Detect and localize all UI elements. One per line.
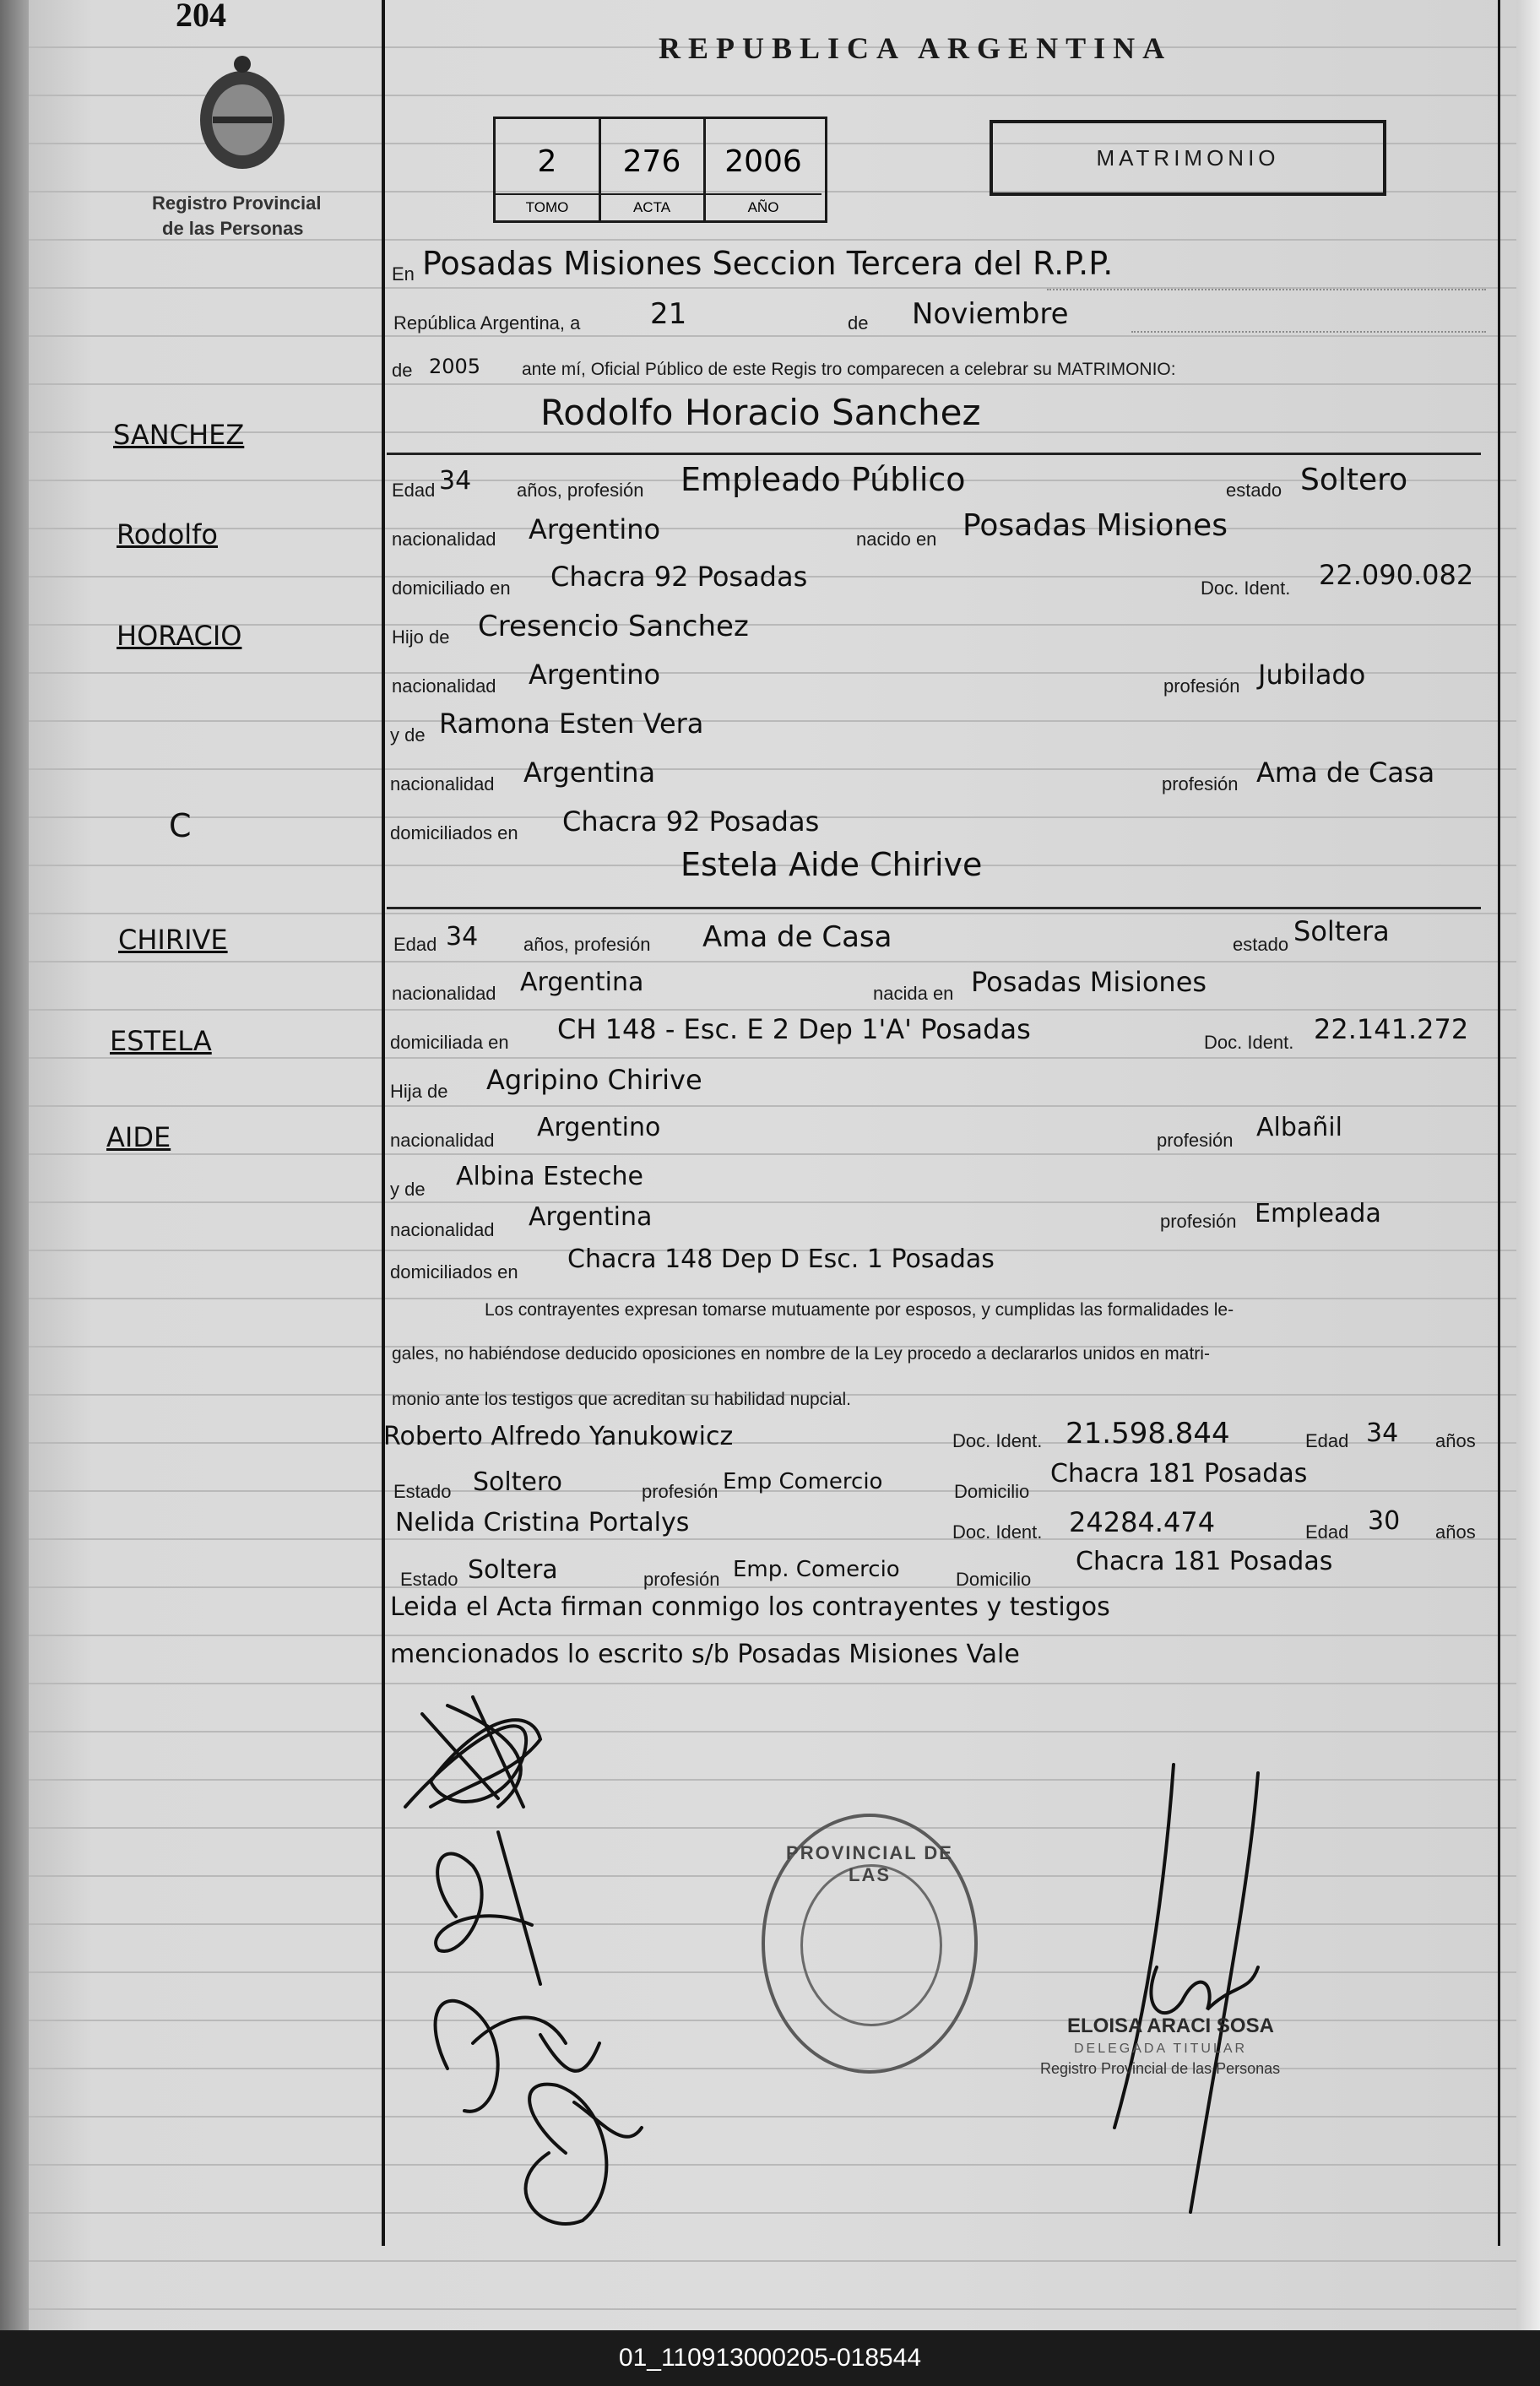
groom-padre-prof: Jubilado — [1258, 659, 1366, 691]
ano-label: AÑO — [705, 193, 822, 220]
fill-line — [1131, 329, 1486, 333]
witness1-name: Roberto Alfredo Yanukowicz — [383, 1422, 734, 1451]
groom-edad: 34 — [439, 466, 472, 496]
binding-edge — [0, 0, 29, 2330]
witness2-doc-label: Doc. Ident. — [952, 1521, 1043, 1543]
bride-y-de-label: y de — [390, 1179, 426, 1200]
groom-padre: Cresencio Sanchez — [478, 610, 749, 643]
margin-note: ESTELA — [110, 1025, 212, 1057]
witness2-prof-label: profesión — [643, 1569, 720, 1590]
intro-year: 2005 — [429, 355, 481, 378]
witness2-edad-label: Edad — [1305, 1521, 1349, 1543]
margin-note: AIDE — [106, 1121, 171, 1153]
witness1-doc-label: Doc. Ident. — [952, 1430, 1043, 1451]
tomo-cell — [496, 119, 601, 220]
page-right-edge — [1516, 0, 1540, 2330]
groom-madre: Ramona Esten Vera — [439, 708, 704, 740]
witness2-estado: Soltera — [468, 1555, 558, 1585]
groom-y-de-label: y de — [390, 724, 426, 746]
tomo-value: 2 — [537, 144, 557, 179]
fill-line — [1047, 287, 1486, 290]
bride-estado: Soltera — [1293, 915, 1390, 947]
margin-note: C — [169, 807, 192, 844]
registry-name-line2: de las Personas — [162, 218, 304, 239]
margin-note: Rodolfo — [117, 518, 218, 550]
bride-dom-label: domiciliada en — [390, 1032, 509, 1053]
intro-month: Noviembre — [912, 297, 1069, 331]
witness1-profesion: Emp Comercio — [723, 1469, 883, 1494]
acta-label: ACTA — [600, 193, 703, 220]
act-number-box — [493, 117, 827, 223]
registry-name-line1: Registro Provincial — [152, 193, 322, 214]
bride-madre: Albina Esteche — [456, 1162, 643, 1191]
witness1-prof-label: profesión — [642, 1481, 718, 1502]
bride-name: Estela Aide Chirive — [681, 846, 983, 883]
bride-hija-label: Hija de — [390, 1081, 448, 1102]
witness2-name: Nelida Cristina Portalys — [395, 1508, 690, 1537]
bride-padre-prof: Albañil — [1256, 1113, 1342, 1142]
intro-de-label: de — [848, 312, 869, 333]
act-type-box: MATRIMONIO — [990, 120, 1386, 196]
bride-padre: Agripino Chirive — [486, 1064, 702, 1096]
declaration-line1: Los contrayentes expresan tomarse mutuamente por esposos, y cumplidas las formalidades le- — [485, 1300, 1234, 1320]
witness2-estado-label: Estado — [400, 1569, 458, 1590]
closing-line1: Leida el Acta firman conmigo los contrayentes y testigos — [390, 1592, 1110, 1622]
groom-hijo-label: Hijo de — [392, 626, 450, 648]
margin-note: SANCHEZ — [113, 419, 245, 451]
country-title: REPUBLICA ARGENTINA — [659, 31, 1173, 65]
intro-de2-label: de — [392, 360, 413, 381]
ano-cell — [705, 119, 822, 220]
bride-madre-prof: Empleada — [1255, 1199, 1381, 1228]
witness2-anos-label: años — [1435, 1521, 1476, 1543]
page-number: 204 — [176, 0, 226, 34]
witness1-edad-label: Edad — [1305, 1430, 1349, 1451]
section-rule — [387, 907, 1481, 909]
official-name: ELOISA ARACI SOSA — [1067, 2015, 1274, 2037]
official-office: Registro Provincial de las Personas — [1040, 2060, 1281, 2077]
bride-profesion: Ama de Casa — [702, 920, 892, 954]
groom-doc: 22.090.082 — [1319, 559, 1474, 591]
image-id-footer: 01_110913000205-018544 — [0, 2330, 1540, 2386]
official-title: DELEGADA TITULAR — [1074, 2042, 1248, 2056]
groom-dom-label: domiciliado en — [392, 578, 511, 599]
groom-madre-prof: Ama de Casa — [1256, 756, 1435, 789]
acta-value: 276 — [622, 144, 681, 179]
witness1-estado: Soltero — [473, 1467, 562, 1497]
seal-text: PROVINCIAL DE LAS — [786, 1842, 953, 1885]
witness1-anos-label: años — [1435, 1430, 1476, 1451]
witness2-domicilio: Chacra 181 Posadas — [1076, 1547, 1333, 1576]
margin-note: CHIRIVE — [118, 924, 228, 956]
groom-edad-label: Edad — [392, 480, 436, 501]
witness1-doc: 21.598.844 — [1066, 1417, 1230, 1451]
closing-line2: mencionados lo escrito s/b Posadas Misiones Vale — [390, 1640, 1020, 1669]
bride-madre-nac-label: nacionalidad — [390, 1219, 495, 1240]
bride-madre-nac: Argentina — [529, 1202, 653, 1232]
ano-value: 2006 — [724, 144, 802, 179]
bride-nacida-label: nacida en — [873, 983, 954, 1004]
groom-padre-prof-label: profesión — [1163, 675, 1240, 697]
intro-country-label: República Argentina, a — [393, 312, 581, 333]
witness2-dom-label: Domicilio — [956, 1569, 1032, 1590]
bride-padre-nac: Argentino — [537, 1113, 661, 1142]
groom-nacionalidad: Argentino — [529, 513, 661, 545]
witness2-edad: 30 — [1368, 1506, 1401, 1536]
groom-nac-label: nacionalidad — [392, 529, 496, 550]
witness2-doc: 24284.474 — [1069, 1506, 1216, 1538]
bride-edad-label: Edad — [393, 934, 437, 955]
bride-padre-prof-label: profesión — [1157, 1130, 1234, 1151]
groom-padres-dom-label: domiciliados en — [390, 822, 518, 843]
declaration-line3: monio ante los testigos que acreditan su habilidad nupcial. — [392, 1390, 852, 1409]
bride-domicilio: CH 148 - Esc. E 2 Dep 1'A' Posadas — [557, 1013, 1031, 1045]
bride-edad: 34 — [446, 922, 479, 952]
groom-padre-nac: Argentino — [529, 659, 661, 691]
groom-name: Rodolfo Horacio Sanchez — [540, 392, 981, 433]
coat-of-arms-icon — [187, 52, 297, 179]
bride-padres-dom-label: domiciliados en — [390, 1261, 518, 1282]
bride-doc-label: Doc. Ident. — [1204, 1032, 1294, 1053]
bride-madre-prof-label: profesión — [1160, 1211, 1237, 1232]
groom-domicilio: Chacra 92 Posadas — [550, 561, 808, 593]
groom-madre-nac: Argentina — [523, 756, 656, 789]
margin-note: HORACIO — [117, 620, 242, 652]
bride-padres-dom: Chacra 148 Dep D Esc. 1 Posadas — [567, 1245, 995, 1274]
groom-doc-label: Doc. Ident. — [1201, 578, 1291, 599]
witness1-estado-label: Estado — [393, 1481, 452, 1502]
bride-nac-label: nacionalidad — [392, 983, 496, 1004]
groom-estado: Soltero — [1300, 463, 1408, 497]
official-signature-icon — [1089, 1756, 1309, 2229]
groom-madre-prof-label: profesión — [1162, 773, 1239, 794]
groom-madre-nac-label: nacionalidad — [390, 773, 495, 794]
witness1-edad: 34 — [1366, 1418, 1399, 1448]
groom-padre-nac-label: nacionalidad — [392, 675, 496, 697]
declaration-line2: gales, no habiéndose deducido oposiciones en nombre de la Ley procedo a declararlos unidos en matri- — [392, 1344, 1210, 1364]
witness1-domicilio: Chacra 181 Posadas — [1050, 1459, 1308, 1489]
bride-nacida: Posadas Misiones — [971, 966, 1207, 998]
official-seal — [762, 1814, 978, 2074]
bride-nacionalidad: Argentina — [520, 968, 644, 997]
bride-estado-label: estado — [1233, 934, 1289, 955]
intro-en-label: En — [392, 263, 415, 285]
witness2-profesion: Emp. Comercio — [733, 1557, 900, 1582]
intro-text: ante mí, Oficial Público de este Regis tro comparecen a celebrar su MATRIMONIO: — [522, 360, 1176, 379]
witness1-dom-label: Domicilio — [954, 1481, 1030, 1502]
groom-padres-dom: Chacra 92 Posadas — [562, 805, 820, 838]
seal-inner-ring — [800, 1864, 942, 2026]
groom-nacido: Posadas Misiones — [962, 508, 1228, 543]
section-rule — [387, 453, 1481, 455]
right-border — [1498, 0, 1500, 2246]
intro-day: 21 — [650, 297, 687, 331]
bride-doc: 22.141.272 — [1314, 1013, 1469, 1045]
bride-anos-label: años, profesión — [523, 934, 651, 955]
tomo-label: TOMO — [496, 193, 599, 220]
groom-estado-label: estado — [1226, 480, 1282, 501]
bride-padre-nac-label: nacionalidad — [390, 1130, 495, 1151]
acta-cell — [600, 119, 706, 220]
groom-profesion: Empleado Público — [681, 461, 966, 498]
intro-place: Posadas Misiones Seccion Tercera del R.P.P. — [422, 245, 1114, 282]
groom-nacido-label: nacido en — [856, 529, 937, 550]
groom-anos-label: años, profesión — [517, 480, 644, 501]
